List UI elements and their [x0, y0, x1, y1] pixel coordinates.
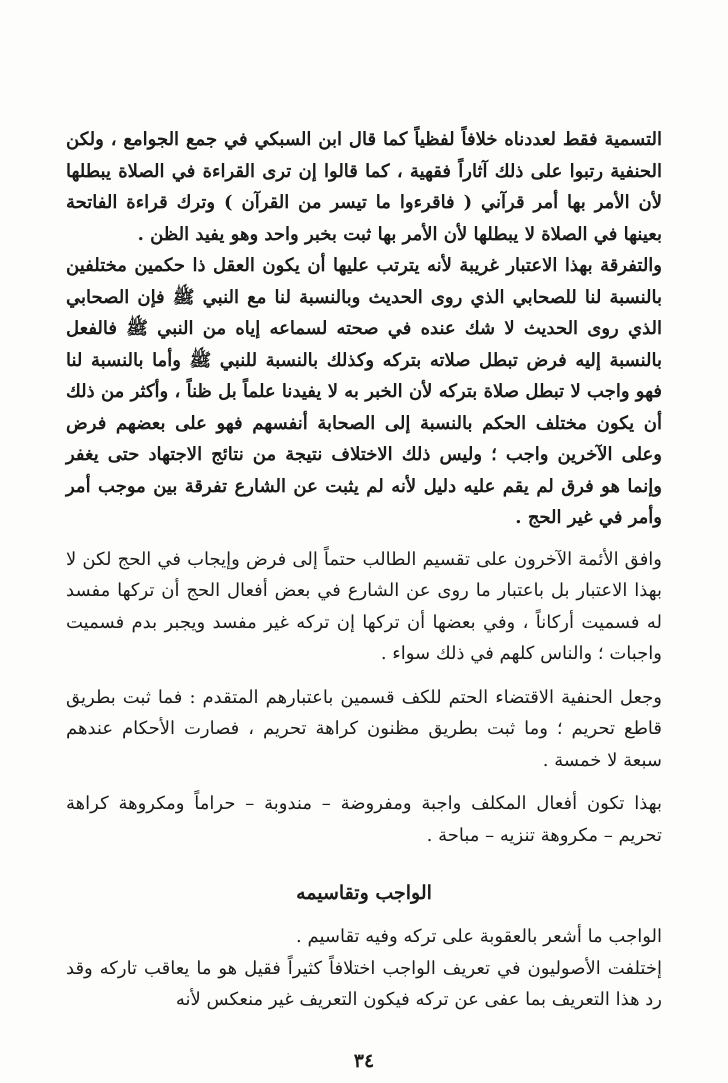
section-heading: الواجب وتقاسيمه	[296, 882, 432, 904]
paragraph-prohibition-division: وجعل الحنفية الاقتضاء الحتم للكف قسمين باعتبارهم المتقدم : فما ثبت بطريق قاطع تحريم ؛ وما ثبت بطريق مظنون كراهة تحريم ، فصارت الأحكام عندهم سبعة لا خمسة .	[66, 686, 662, 771]
paragraph-wajib-definition: الواجب ما أشعر بالعقوبة على تركه وفيه تقاسيم .	[296, 926, 662, 947]
paragraph-seven-rulings: بهذا تكون أفعال المكلف واجبة ومفروضة – مندوبة – حراماً ومكروهة كراهة تحريم – مكروهة تنزيه – مباحة .	[66, 793, 662, 846]
paragraph-hajj-division: وافق الأئمة الآخرون على تقسيم الطالب حتماً إلى فرض وإيجاب في الحج لكن لا بهذا الاعتبار بل باعتبار ما روى عن الشارع في بعض أفعال الحج أن تركها مفسد له فسميت أركاناً ، وفي بعضها أن تركها إن تركه غير مفسد ويجبر بدم فسميت واجبات ؛ والناس كلهم في ذلك سواء .	[66, 548, 662, 664]
paragraph-definition-dispute: إختلفت الأصوليون في تعريف الواجب اختلافاً كثيراً فقيل هو ما يعاقب تاركه وقد رد هذا التعريف بما عفى عن تركه فيكون التعريف غير منعكس لأنه	[66, 957, 662, 1010]
page-number: ٣٤	[353, 1050, 375, 1072]
paragraph-hanafi-effects: التسمية فقط لعددناه خلافاً لفظياً كما قال ابن السبكي في جمع الجوامع ، ولكن الحنفية رتبوا على ذلك آثاراً فقهية ، كما قالوا إن ترى القراءة في الصلاة يبطلها لأن الأمر بها أمر قرآني ( فاقرءوا ما تيسر من القرآن ) وترك قراءة الفاتحة بعينها في الصلاة لا يبطلها لأن الأمر بها ثبت بخبر واحد وهو يفيد الظن .	[66, 129, 662, 245]
page-body	[66, 124, 662, 1016]
paragraph-distinction-critique: والتفرقة بهذا الاعتبار غريبة لأنه يترتب عليها أن يكون العقل ذا حكمين مختلفين بالنسبة لنا للصحابي الذي روى الحديث وبالنسبة لنا مع النبي ﷺ فإن الصحابي الذي روى الحديث لا شك عنده في صحته لسماعه إياه من النبي ﷺ فالفعل بالنسبة إليه فرض تبطل صلاته بتركه وكذلك بالنسبة للنبي ﷺ وأما بالنسبة لنا فهو واجب لا تبطل صلاة بتركه لأن الخبر به لا يفيدنا علماً بل ظناً ، وأكثر من ذلك أن يكون مختلف الحكم بالنسبة إلى الصحابة أنفسهم فهو على بعضهم فرض وعلى الآخرين واجب ؛ وليس ذلك الاختلاف نتيجة من نتائج الاجتهاد حتى يغفر وإنما هو فرق لم يقم عليه دليل لأنه لم يثبت عن الشارع تفرقة بين موجب أمر وأمر في غير الحج .	[66, 255, 662, 528]
